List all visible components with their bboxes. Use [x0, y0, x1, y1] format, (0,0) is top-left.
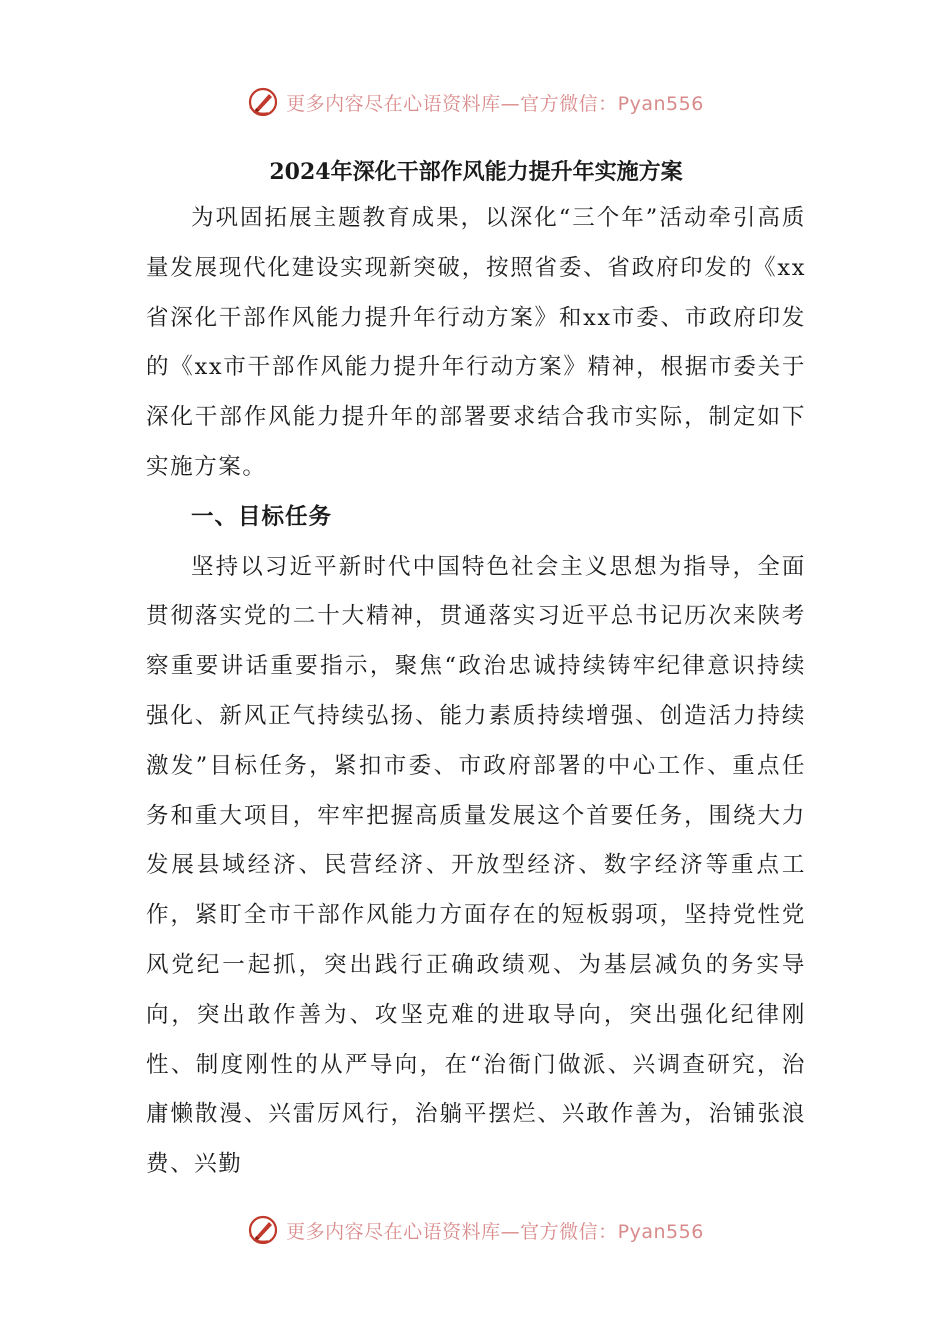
top-watermark-banner: [0, 82, 950, 122]
document-page: [146, 150, 806, 1190]
watermark-text: 更多内容尽在心语资料库—官方微信：Pyan556: [286, 92, 704, 115]
watermark-text: 更多内容尽在心语资料库—官方微信：Pyan556: [286, 1220, 704, 1243]
pen-circle-icon: [246, 1213, 280, 1247]
intro-paragraph: 为巩固拓展主题教育成果，以深化“三个年”活动牵引高质量发展现代化建设实现新突破，按照省委、省政府印发的《xx省深化干部作风能力提升年行动方案》和xx市委、市政府印发的《xx市干部作风能力提升年行动方案》精神，根据市委关于深化干部作风能力提升年的部署要求结合我市实际，制定如下实施方案。: [146, 205, 806, 480]
document-body: [146, 194, 806, 1190]
section-heading: 一、目标任务: [191, 503, 333, 530]
document-title: 2024年深化干部作风能力提升年实施方案: [269, 159, 683, 185]
section-paragraph: 坚持以习近平新时代中国特色社会主义思想为指导，全面贯彻落实党的二十大精神，贯通落实习近平总书记历次来陕考察重要讲话重要指示，聚焦“政治忠诚持续铸牢纪律意识持续强化、新风正气持续弘扬、能力素质持续增强、创造活力持续激发”目标任务，紧扣市委、市政府部署的中心工作、重点任务和重大项目，牢牢把握高质量发展这个首要任务，围绕大力发展县域经济、民营经济、开放型经济、数字经济等重点工作，紧盯全市干部作风能力方面存在的短板弱项，坚持党性党风党纪一起抓，突出践行正确政绩观、为基层减负的务实导向，突出敢作善为、攻坚克难的进取导向，突出强化纪律刚性、制度刚性的从严导向，在“治衙门做派、兴调查研究，治庸懒散漫、兴雷厉风行，治躺平摆烂、兴敢作善为，治铺张浪费、兴勤: [146, 553, 806, 1178]
bottom-watermark-banner: [0, 1210, 950, 1250]
pen-circle-icon: [246, 85, 280, 119]
